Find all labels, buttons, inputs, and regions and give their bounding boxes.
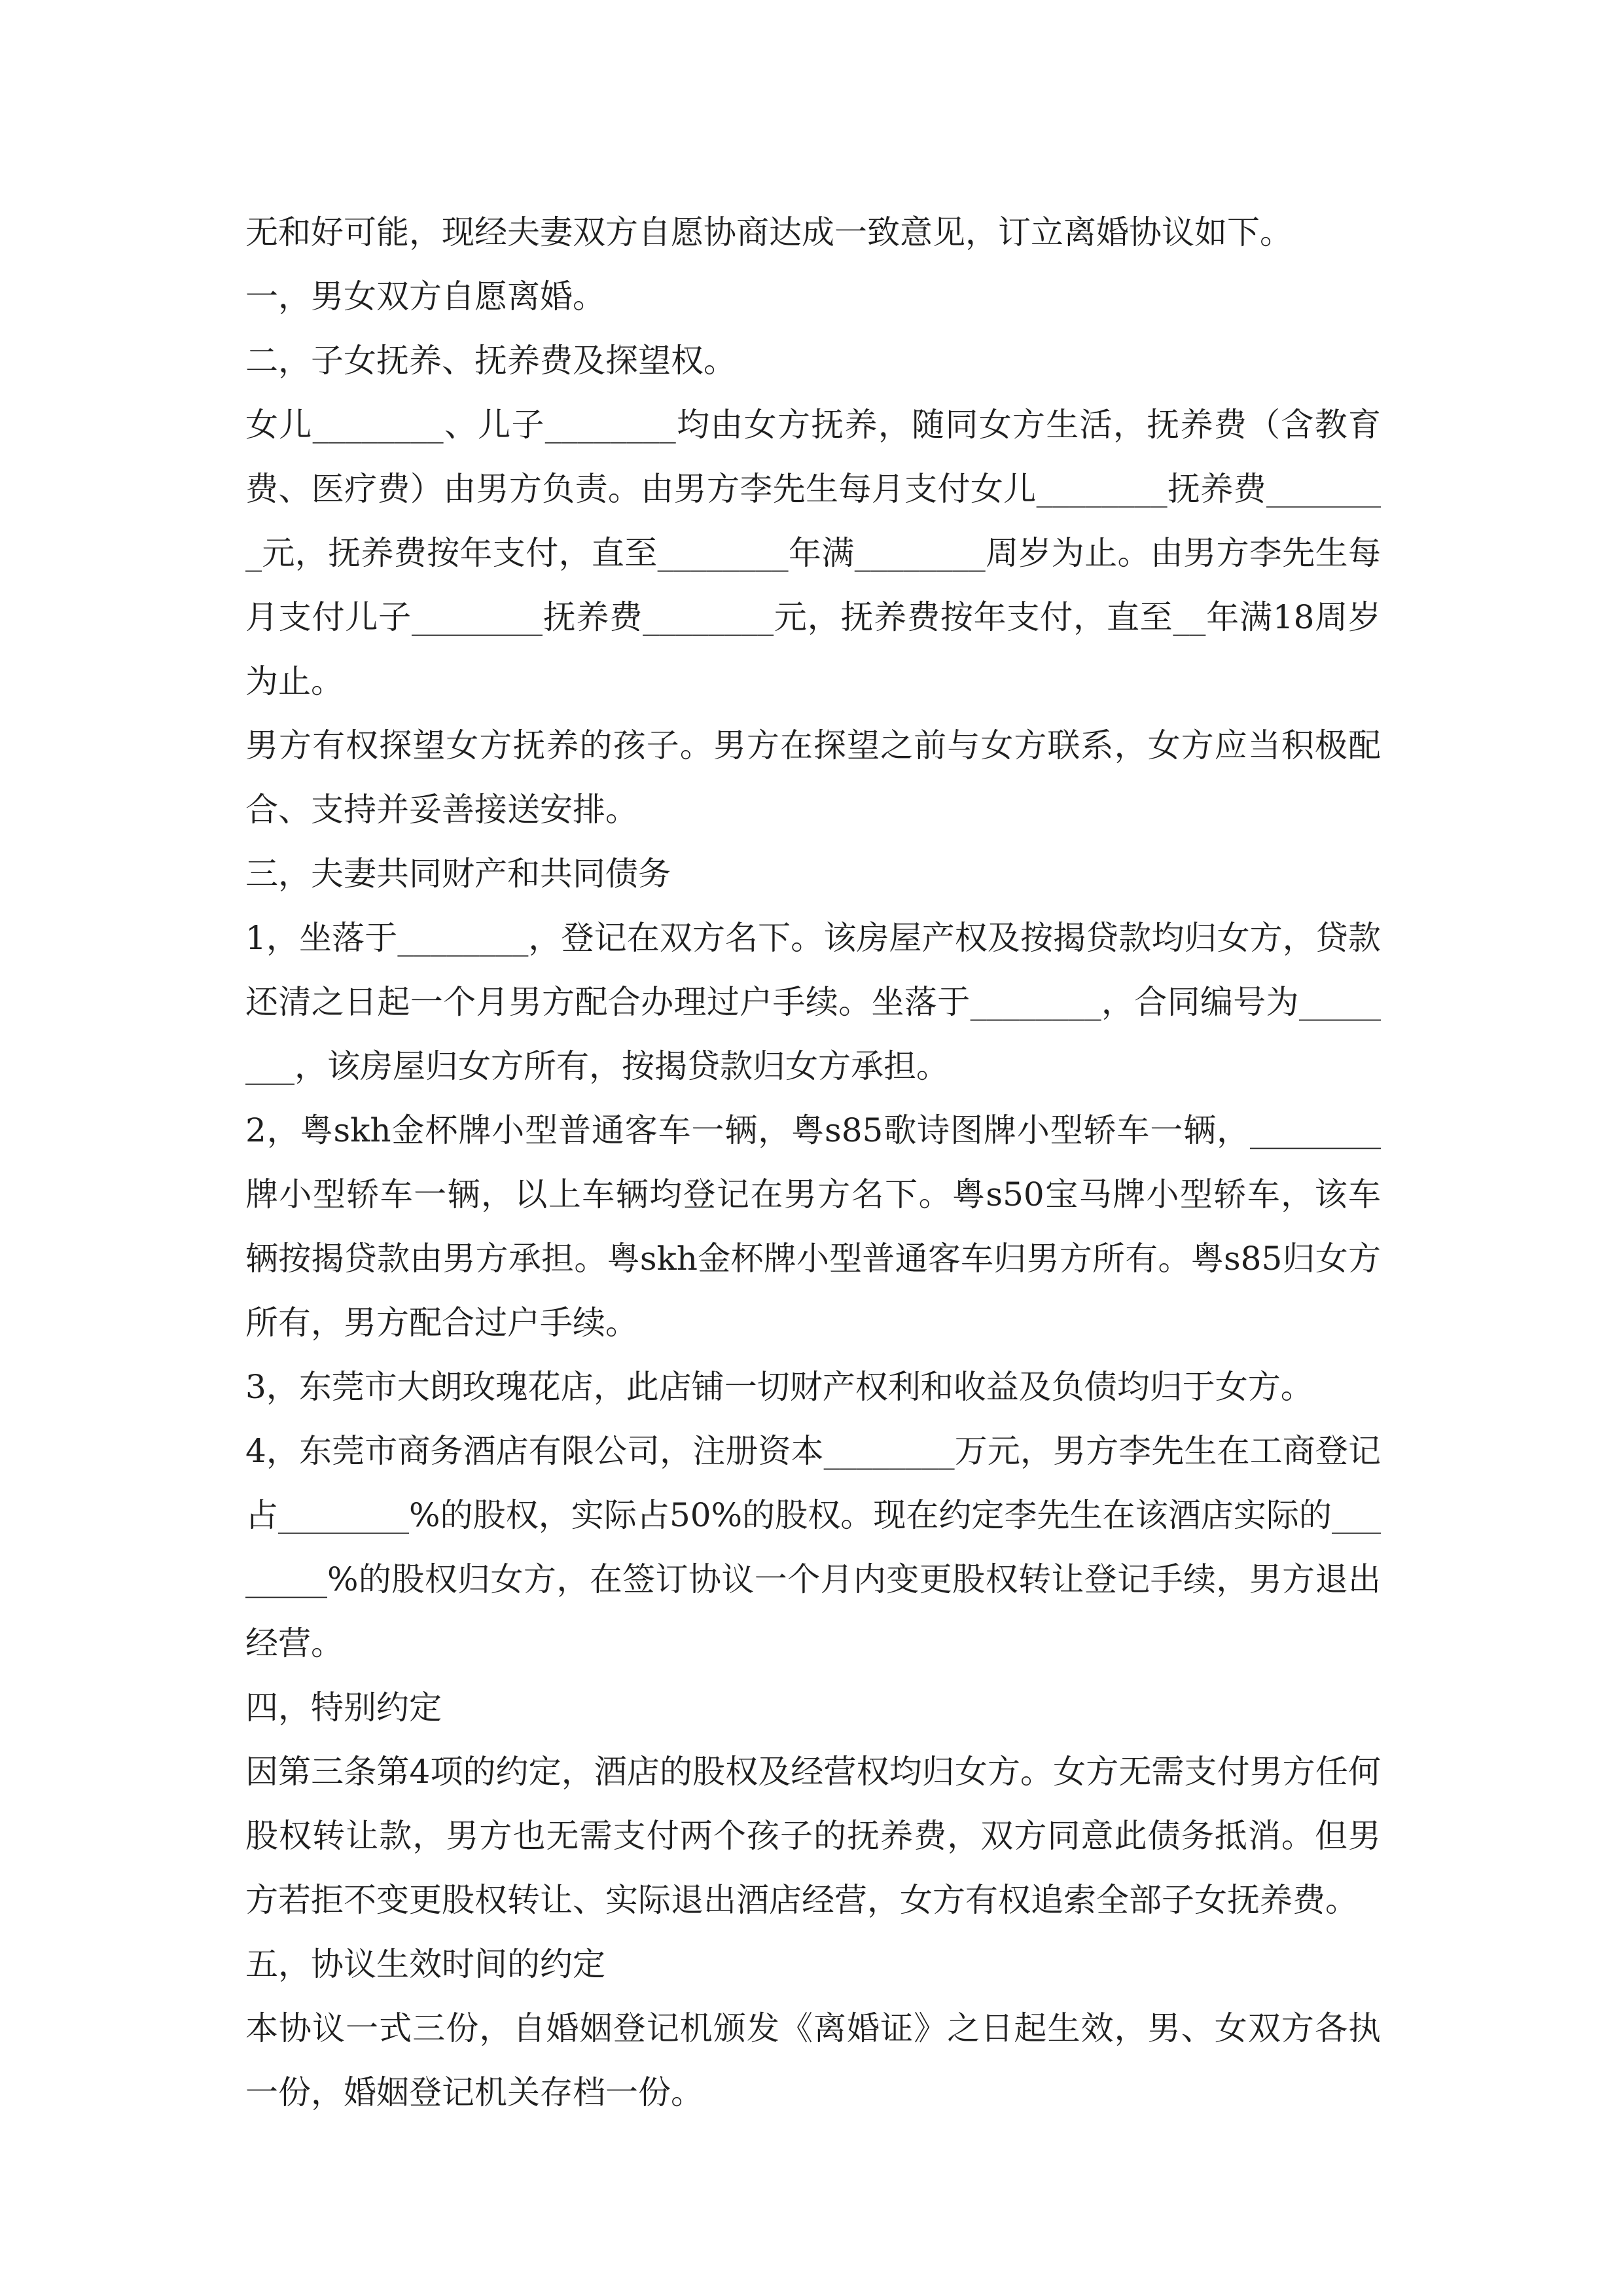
section-2-heading: 二，子女抚养、抚养费及探望权。 (245, 342, 736, 380)
property-clause-4: 4，东莞市商务酒店有限公司，注册资本________万元，男方李先生在工商登记占________%的股权，实际占50%的股权。现在约定李先生在该酒店实际的________%的股权归女方，在签订协议一个月内变更股权转让登记手续，男方退出经营。 (245, 1432, 1381, 1662)
section-5-heading: 五，协议生效时间的约定 (245, 1945, 605, 1983)
property-clause-2: 2，粤skh金杯牌小型普通客车一辆，粤s85歌诗图牌小型轿车一辆，________牌小型轿车一辆，以上车辆均登记在男方名下。粤s50宝马牌小型轿车，该车辆按揭贷款由男方承担。粤skh金杯牌小型普通客车归男方所有。粤s85归女方所有，男方配合过户手续。 (245, 1111, 1381, 1342)
child-support-paragraph: 女儿________、儿子________均由女方抚养，随同女方生活，抚养费（含教育费、医疗费）由男方负责。由男方李先生每月支付女儿________抚养费________元，抚养费按年支付，直至________年满________周岁为止。由男方李先生每月支付儿子________抚养费________元，抚养费按年支付，直至__年满18周岁为止。 (245, 406, 1381, 700)
section-3-heading: 三，夫妻共同财产和共同债务 (245, 855, 671, 893)
agreement-body (245, 200, 1381, 2125)
section-4-heading: 四，特别约定 (245, 1689, 442, 1727)
property-clause-1: 1，坐落于________，登记在双方名下。该房屋产权及按揭贷款均归女方，贷款还清之日起一个月男方配合办理过户手续。坐落于________，合同编号为________，该房屋归女方所有，按揭贷款归女方承担。 (245, 919, 1381, 1085)
visitation-paragraph: 男方有权探望女方抚养的孩子。男方在探望之前与女方联系，女方应当积极配合、支持并妥善接送安排。 (245, 726, 1381, 829)
section-1-heading: 一，男女双方自愿离婚。 (245, 278, 605, 315)
special-agreement-paragraph: 因第三条第4项的约定，酒店的股权及经营权均归女方。女方无需支付男方任何股权转让款，男方也无需支付两个孩子的抚养费，双方同意此债务抵消。但男方若拒不变更股权转让、实际退出酒店经营，女方有权追索全部子女抚养费。 (245, 1753, 1381, 1919)
property-clause-3: 3，东莞市大朗玫瑰花店，此店铺一切财产权利和收益及负债均归于女方。 (245, 1368, 1313, 1406)
effective-date-paragraph: 本协议一式三份，自婚姻登记机颁发《离婚证》之日起生效，男、女双方各执一份，婚姻登记机关存档一份。 (245, 2009, 1381, 2111)
intro-paragraph: 无和好可能，现经夫妻双方自愿协商达成一致意见，订立离婚协议如下。 (245, 213, 1293, 251)
